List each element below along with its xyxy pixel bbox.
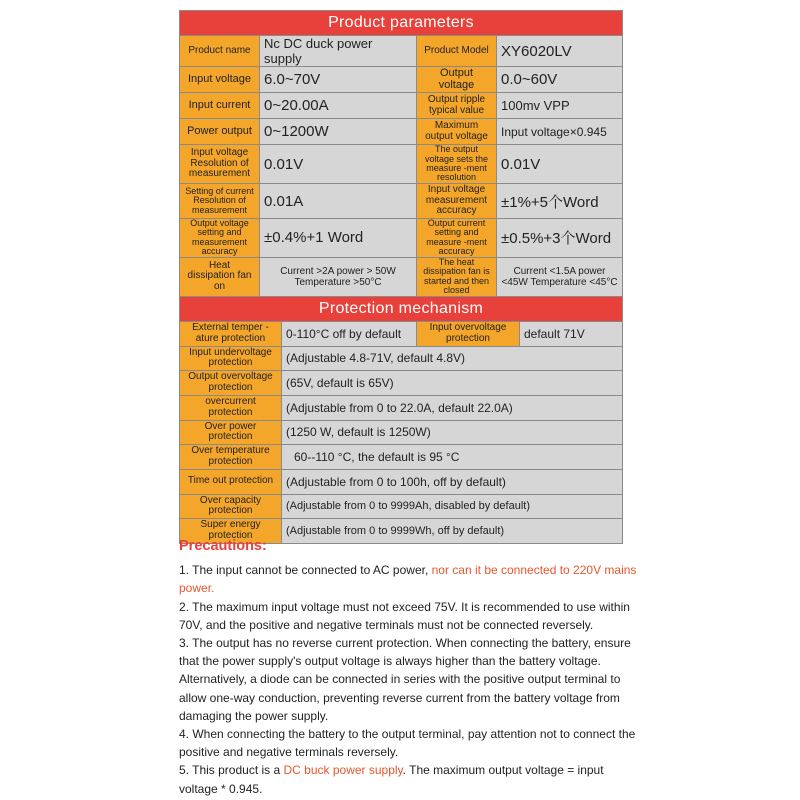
protection-label: Output overvoltage protection (180, 370, 282, 395)
param-label: Power output (180, 119, 260, 145)
spec-sheet (179, 10, 622, 544)
param-label: Maximum output voltage (417, 119, 497, 145)
protection-value: (1250 W, default is 1250W) (282, 420, 623, 444)
precaution-item: 3. The output has no reverse current protection. When connecting the battery, ensure that the power supply's output voltage is always higher than the battery voltage. Alternatively, a diode can be connected in series with the positive output terminal to allow one-way conduction, preventing reverse current from the battery voltage from damaging the power supply. (179, 636, 631, 723)
precaution-text: 5. This product is a (179, 763, 284, 778)
precaution-highlight: nor can it be connected to 220V mains power. (179, 563, 637, 596)
protection-label: Time out protection (180, 469, 282, 494)
param-value: XY6020LV (497, 36, 623, 67)
precaution-text: 1. The input cannot be connected to AC power, (179, 563, 432, 578)
param-value: 100mv VPP (497, 93, 623, 119)
param-value: ±0.4%+1 Word (260, 219, 417, 258)
param-value: Nc DC duck power supply (260, 36, 417, 67)
param-value: ±0.5%+3个Word (497, 219, 623, 258)
parameters-title: Product parameters (180, 11, 623, 36)
param-label: The output voltage sets the measure -ment resolution (417, 145, 497, 184)
param-label: Product name (180, 36, 260, 67)
param-label: Heat dissipation fan on (180, 257, 260, 296)
param-value: 0.01V (260, 145, 417, 184)
param-label: Output voltage (417, 67, 497, 93)
param-label: Input current (180, 93, 260, 119)
protection-table (179, 296, 623, 544)
protection-value: default 71V (520, 321, 623, 346)
parameters-table (179, 10, 623, 297)
param-label: Input voltage (180, 67, 260, 93)
protection-value: (65V, default is 65V) (282, 370, 623, 395)
precaution-item (179, 561, 639, 597)
param-value: 0.0~60V (497, 67, 623, 93)
protection-label: External temper -ature protection (180, 321, 282, 346)
protection-label: Super energy protection (180, 518, 282, 543)
param-value: Current <1.5A power <45W Temperature <45°C (497, 257, 623, 296)
param-value: ±1%+5个Word (497, 184, 623, 219)
protection-label: Over power protection (180, 420, 282, 444)
param-value: 0~20.00A (260, 93, 417, 119)
protection-label: Input undervoltage protection (180, 346, 282, 370)
param-value: 0~1200W (260, 119, 417, 145)
param-label: Output ripple typical value (417, 93, 497, 119)
param-value: Current >2A power > 50W Temperature >50°C (260, 257, 417, 296)
protection-label: overcurrent protection (180, 395, 282, 420)
param-label: Output voltage setting and measurement accuracy (180, 219, 260, 258)
param-label: Product Model (417, 36, 497, 67)
param-label: Output current setting and measure -ment accuracy (417, 219, 497, 258)
protection-label: Input overvoltage protection (417, 321, 520, 346)
param-value: Input voltage×0.945 (497, 119, 623, 145)
precaution-item: 2. The maximum input voltage must not exceed 75V. It is recommended to use within 70V, and the positive and negative terminals must not be connected reversely. (179, 599, 630, 632)
precaution-text: . The maximum output voltage = input voltage * 0.945. (179, 763, 604, 796)
precautions (179, 537, 639, 798)
protection-value: (Adjustable from 0 to 9999Wh, off by default) (282, 518, 623, 543)
protection-value: (Adjustable 4.8-71V, default 4.8V) (282, 346, 623, 370)
protection-label: Over temperature protection (180, 444, 282, 469)
protection-value: (Adjustable from 0 to 100h, off by default) (282, 469, 623, 494)
precaution-item: 4. When connecting the battery to the output terminal, pay attention not to connect the positive and negative terminals reversely. (179, 727, 636, 760)
param-value: 6.0~70V (260, 67, 417, 93)
precaution-highlight: DC buck power supply (283, 763, 403, 778)
param-label: Setting of current Resolution of measurement (180, 184, 260, 219)
param-label: The heat dissipation fan is started and then closed (417, 257, 497, 296)
protection-value: (Adjustable from 0 to 9999Ah, disabled by default) (282, 494, 623, 518)
protection-value: 60--110 °C, the default is 95 °C (282, 444, 623, 469)
protection-label: Over capacity protection (180, 494, 282, 518)
protection-value: (Adjustable from 0 to 22.0A, default 22.0A) (282, 395, 623, 420)
param-value: 0.01V (497, 145, 623, 184)
precautions-title: Precautions: (179, 538, 267, 554)
protection-title: Protection mechanism (180, 296, 623, 321)
precaution-item (179, 761, 639, 797)
param-label: Input voltage measurement accuracy (417, 184, 497, 219)
param-value: 0.01A (260, 184, 417, 219)
protection-value: 0-110°C off by default (282, 321, 417, 346)
param-label: Input voltage Resolution of measurement (180, 145, 260, 184)
